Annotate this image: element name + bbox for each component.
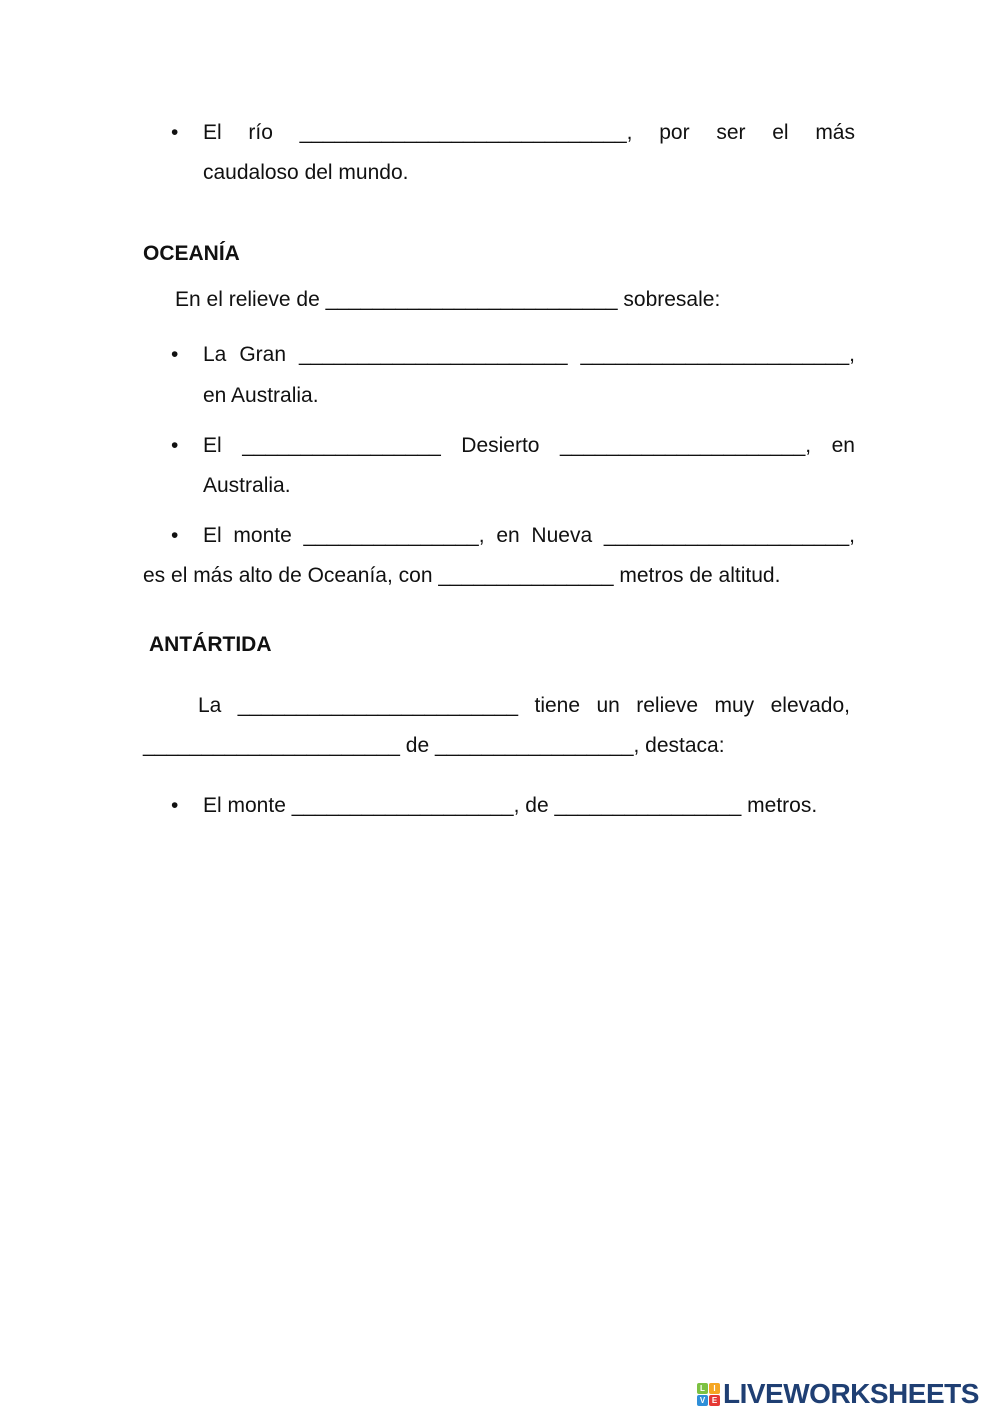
desierto-line-1: El _________________ Desierto _____________________, en [203,434,855,457]
rio-line-1: El río ____________________________, por ser el más [203,121,855,144]
bullet: • [171,343,179,366]
bullet: • [171,794,179,817]
logo-tile: V [697,1395,708,1406]
gran-line-1: La Gran _______________________ _______________________, [203,343,855,366]
desierto-line-2: Australia. [203,474,291,497]
gran-line-2: en Australia. [203,384,319,407]
rio-line-2: caudaloso del mundo. [203,161,409,184]
heading-oceania: OCEANÍA [143,242,240,265]
logo-tiles-icon [697,1383,720,1406]
bullet: • [171,434,179,457]
antartida-line-1: La ________________________ tiene un relieve muy elevado, [198,694,850,717]
bullet: • [171,524,179,547]
liveworksheets-logo [697,1378,979,1410]
logo-tile: L [697,1383,708,1394]
logo-text: LIVEWORKSHEETS [723,1378,979,1409]
oceania-intro: En el relieve de _________________________ sobresale: [175,288,721,311]
monte-line-2: es el más alto de Oceanía, con _______________ metros de altitud. [143,564,781,587]
logo-tile: I [709,1383,720,1394]
logo-tile: E [709,1395,720,1406]
heading-antartida: ANTÁRTIDA [149,633,272,656]
antartida-line-2: ______________________ de _________________, destaca: [143,734,725,757]
monte-line-1: El monte _______________, en Nueva _____________________, [203,524,855,547]
antartida-monte: El monte ___________________, de ________________ metros. [203,794,818,817]
bullet: • [171,121,179,144]
